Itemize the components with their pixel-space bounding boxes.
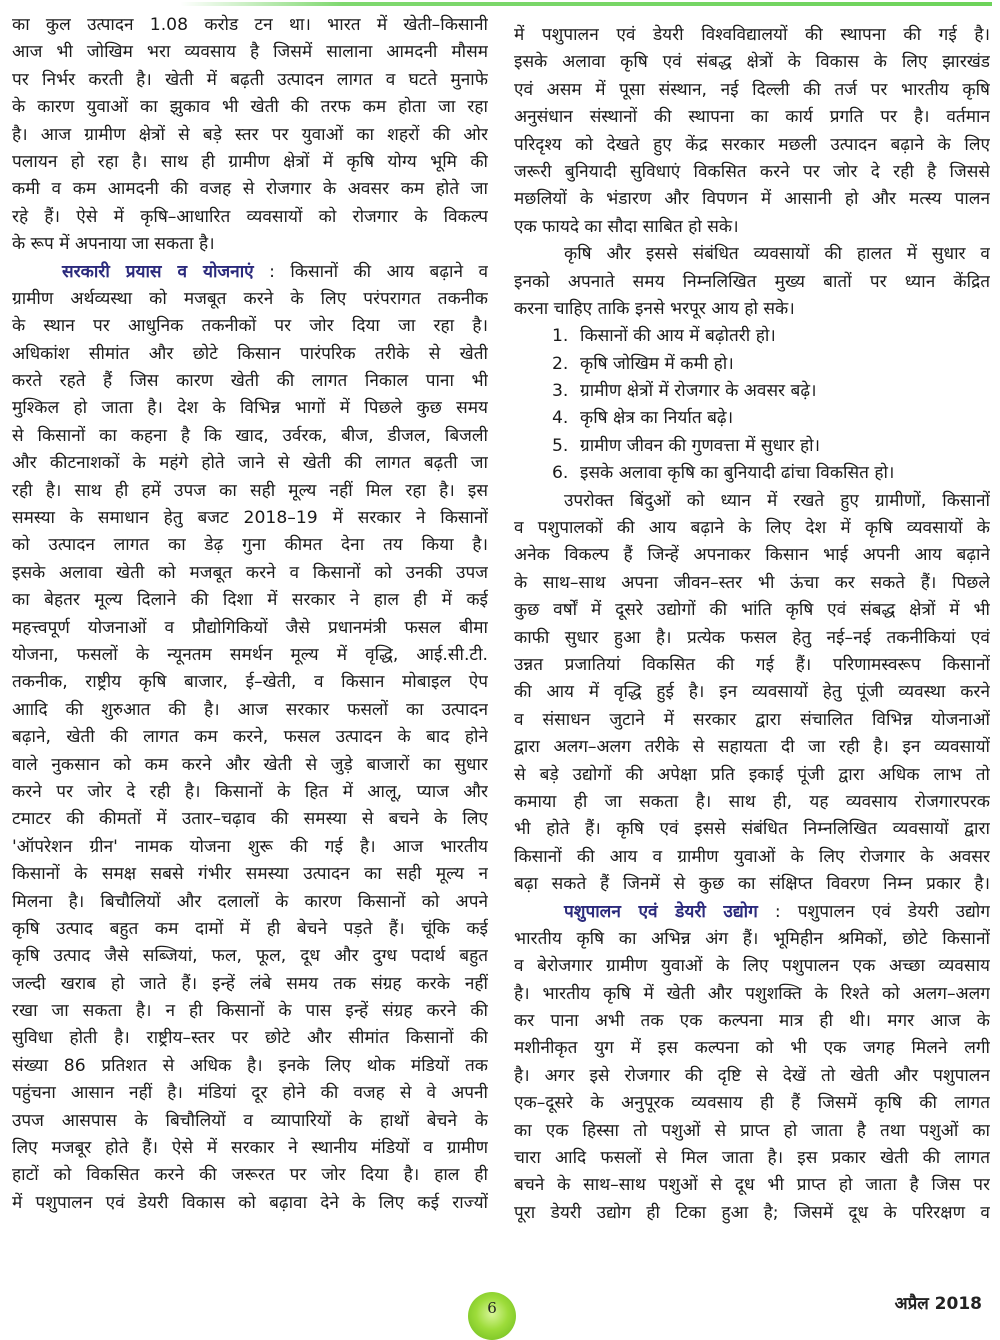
- list-item: [514, 405, 990, 432]
- left-para-2: [12, 259, 488, 1272]
- text-line: भारतीय कृषि का अभिन्न अंग हैं। भूमिहीन श्रमिकों, छोटे किसानों: [514, 928, 990, 949]
- text-line: महत्त्वपूर्ण योजनाओं व प्रौद्योगिकियों जैसे प्रधानमंत्री फसल बीमा: [12, 617, 488, 638]
- text-line: पूरा डेयरी उद्योग ही टिका हुआ है; जिसमें दूध के परिरक्षण व: [514, 1202, 990, 1223]
- text-line: कृषि उत्पाद जैसे सब्जियां, फल, फूल, दूध और दुग्ध पदार्थ बहुत: [12, 946, 488, 967]
- text-line: के साथ–साथ अपना जीवन–स्तर भी ऊंचा कर सकते हैं। पिछले: [514, 572, 990, 593]
- text-line: मिलना है। बिचौलियों और दलालों के कारण किसानों को अपने: [12, 891, 488, 912]
- text-line: रहे हैं। ऐसे में कृषि–आधारित व्यवसायों को रोजगार के विकल्प: [12, 206, 488, 227]
- text-line: तकनीक, राष्ट्रीय कृषि बाजार, ई–खेती, व किसान मोबाइल ऐप: [12, 672, 488, 693]
- text-line: अनेक विकल्प हैं जिन्हें अपनाकर किसान भाई अपनी आय बढ़ाने: [514, 545, 990, 566]
- text-line: संख्या 86 प्रतिशत से अधिक है। इनके लिए थोक मंडियों तक: [12, 1055, 488, 1076]
- list-number: 1.: [552, 326, 569, 347]
- text-line: उन्नत प्रजातियां विकसित की गई हैं। परिणामस्वरूप किसानों: [514, 654, 990, 675]
- text-line: है। आज ग्रामीण क्षेत्रों से बड़े स्तर पर युवाओं का शहरों की ओर: [12, 124, 488, 145]
- list-text: कृषि जोखिम में कमी हो।: [580, 353, 734, 374]
- text-line: के रूप में अपनाया जा सकता है।: [12, 234, 215, 255]
- section-first-line: [514, 899, 990, 926]
- right-para-3: [514, 488, 990, 899]
- text-line: योजना, फसलों के न्यूनतम समर्थन मूल्य में वृद्धि, आई.सी.टी.: [12, 644, 488, 665]
- text-line: पहुंचना आसान नहीं है। मंडियां दूर होने की वजह से वे अपनी: [12, 1083, 488, 1104]
- text-line: के स्थान पर आधुनिक तकनीकों पर जोर दिया जा रहा है।: [12, 316, 488, 337]
- top-rule: [180, 2, 992, 6]
- text-line: को उत्पादन लागत का डेढ़ गुना कीमत देना तय किया है।: [12, 535, 488, 556]
- text-line: 'ऑपरेशन ग्रीन' नामक योजना शुरू की गई है। आज भारतीय: [12, 836, 488, 857]
- text-line: परिदृश्य को देखते हुए केंद्र सरकार मछली उत्पादन बढ़ाने के लिए: [514, 134, 990, 155]
- text-line: की आय में वृद्धि हुई है। इन व्यवसायों हेतु पूंजी व्यवस्था करने: [514, 682, 990, 703]
- text-line: बचने के साथ–साथ पशुओं से दूध भी प्राप्त हो जाता है जिस पर: [514, 1175, 990, 1196]
- list-item: [514, 323, 990, 350]
- text-line: मशीनीकृत युग में इस कल्पना को भी एक जगह मिलने लगी: [514, 1038, 990, 1059]
- text-line: इसके अलावा खेती को मजबूत करने व किसानों को उनकी उपज: [12, 562, 488, 583]
- text-line: रखा जा सकता है। न ही किसानों के पास इन्हें संग्रह करने की: [12, 1001, 488, 1022]
- text-line: आादि की शुरुआत की है। आज सरकार फसलों का उत्पादन: [12, 699, 488, 720]
- text-line: करने पर जोर दे रही है। किसानों के हित में आलू, प्याज और: [12, 781, 488, 802]
- text-line: ग्रामीण अर्थव्यस्था को मजबूत करने के लिए परंपरागत तकनीक: [12, 288, 488, 309]
- text-line: कमी व कम आमदनी की वजह से रोजगार के अवसर कम होते जा: [12, 179, 488, 200]
- text-line: पर निर्भर करती है। खेती में बढ़ती उत्पादन लागत व घटते मुनाफे: [12, 69, 488, 90]
- numbered-list: [514, 323, 990, 487]
- text-line: रही है। साथ ही हमें उपज का सही मूल्य नहीं मिल रहा है। इस: [12, 480, 488, 501]
- section-heading: पशुपालन एवं डेयरी उद्योग: [564, 901, 758, 922]
- text-line: कमाया ही जा सकता है। साथ ही, यह व्यवसाय रोजगारपरक: [514, 791, 990, 812]
- text-line: द्वारा अलग–अलग तरीके से सहायता दी जा रही है। इन व्यवसायों: [514, 737, 990, 758]
- left-para-1: [12, 12, 488, 259]
- text-line: कृषि और इससे संबंधित व्यवसायों की हालत में सुधार व: [564, 244, 990, 265]
- text-line: मुश्किल हो जाता है। देश के विभिन्न भागों में पिछले कुछ समय: [12, 398, 488, 419]
- text-line: चारा आदि फसलों से मिल जाता है। इस प्रकार खेती की लागत: [514, 1148, 990, 1169]
- text-line: व पशुपालकों की आय बढ़ाने के लिए देश में कृषि व्यवसायों के: [514, 518, 990, 539]
- right-para-2: [514, 241, 990, 323]
- list-text: किसानों की आय में बढ़ोतरी हो।: [580, 326, 776, 347]
- text-line: व बेरोजगार ग्रामीण युवाओं के लिए पशुपालन एक अच्छा व्यवसाय: [514, 956, 990, 977]
- text-line: कृषि उत्पाद बहुत कम दामों में ही बेचने पड़ते हैं। चूंकि कई: [12, 918, 488, 939]
- list-item: [514, 433, 990, 460]
- text-line: अनुसंधान संस्थानों की स्थापना का कार्य प्रगति पर है। वर्तमान: [514, 107, 990, 128]
- text-line: में पशुपालन एवं डेयरी विकास को बढ़ावा देने के लिए कई राज्यों: [12, 1192, 488, 1213]
- text-line: एवं असम में पूसा संस्थान, नई दिल्ली की तर्ज पर भारतीय कृषि: [514, 79, 990, 100]
- text-line: इनको अपनाते समय निम्नलिखित मुख्य बातों पर ध्यान केंद्रित: [514, 271, 990, 292]
- text-line: वाले नुकसान को कम करने और खेती से जुड़े बाजारों का सुधार: [12, 754, 488, 775]
- text-line: का एक हिस्सा तो पशुओं से प्राप्त हो जाता है तथा पशुओं का: [514, 1120, 990, 1141]
- right-para-4: [514, 899, 990, 1228]
- text-line: उपरोक्त बिंदुओं को ध्यान में रखते हुए ग्रामीणों, किसानों: [564, 490, 990, 511]
- text-line: किसानों के समक्ष सबसे गंभीर समस्या उत्पादन का सही मूल्य न: [12, 864, 488, 885]
- text-line: के कारण युवाओं का झुकाव भी खेती की तरफ कम होता जा रहा: [12, 97, 488, 118]
- text-line: से बड़े उद्योगों की अपेक्षा प्रति इकाई पूंजी द्वारा अधिक लाभ तो: [514, 764, 990, 785]
- list-item: [514, 378, 990, 405]
- text-line: पलायन हो रहा है। साथ ही ग्रामीण क्षेत्रों में कृषि योग्य भूमि की: [12, 151, 488, 172]
- text-line: जल्दी खराब हो जाते हैं। इन्हें लंबे समय तक संग्रह करके नहीं: [12, 973, 488, 994]
- text-line: कुछ वर्षों में दूसरे उद्योगों की भांति कृषि एवं संबद्ध क्षेत्रों में भी: [514, 600, 990, 621]
- text-line: कर पाना अभी तक एक कल्पना मात्र ही थी। मगर आज के: [514, 1011, 990, 1032]
- text-line: और कीटनाशकों के महंगे होते जाने से खेती की लागत बढ़ती जा: [12, 453, 488, 474]
- list-number: 2.: [552, 353, 569, 374]
- section-first-line: [12, 259, 488, 286]
- section-first-line-text: : किसानों की आय बढ़ाने व: [253, 261, 488, 282]
- text-line: है। भारतीय कृषि में खेती और पशुशक्ति के रिश्ते को अलग–अलग: [514, 983, 990, 1004]
- text-line: एक फायदे का सौदा साबित हो सके।: [514, 216, 739, 237]
- text-line: है। अगर इसे रोजगार की दृष्टि से देखें तो खेती और पशुपालन: [514, 1065, 990, 1086]
- text-line: सुविधा होती है। राष्ट्रीय–स्तर पर छोटे और सीमांत किसानों की: [12, 1028, 488, 1049]
- text-line: से किसानों का कहना है कि खाद, उर्वरक, बीज, डीजल, बिजली: [12, 425, 488, 446]
- text-line: टमाटर की कीमतों में उतार–चढ़ाव की समस्या से बचने के लिए: [12, 809, 488, 830]
- list-text: ग्रामीण जीवन की गुणवत्ता में सुधार हो।: [580, 435, 821, 456]
- text-line: उपज आसपास के बिचौलियों व व्यापारियों के हाथों बेचने के: [12, 1110, 488, 1131]
- list-number: 4.: [552, 408, 569, 429]
- text-line: अधिकांश सीमांत और छोटे किसान पारंपरिक तरीके से खेती: [12, 343, 488, 364]
- list-text: इसके अलावा कृषि का बुनियादी ढांचा विकसित हो।: [580, 463, 895, 484]
- page-number-badge: 6: [468, 1292, 516, 1340]
- text-line: एक–दूसरे के अनुपूरक व्यवसाय ही हैं जिसमें कृषि की लागत: [514, 1093, 990, 1114]
- left-column: [12, 12, 488, 1272]
- list-number: 6.: [552, 463, 569, 484]
- text-line: करते रहते हैं जिस कारण खेती की लागत निकाल पाना भी: [12, 371, 488, 392]
- text-line: [12, 1217, 488, 1244]
- list-item: [514, 351, 990, 378]
- list-text: ग्रामीण क्षेत्रों में रोजगार के अवसर बढ़े।: [580, 381, 817, 402]
- text-line: लिए मजबूर होते हैं। ऐसे में सरकार ने स्थानीय मंडियों व ग्रामीण: [12, 1138, 488, 1159]
- text-line: करना चाहिए ताकि इनसे भरपूर आय हो सके।: [514, 298, 795, 319]
- text-line: भी होते हैं। कृषि एवं इससे संबंधित निम्नलिखित व्यवसायों द्वारा: [514, 819, 990, 840]
- text-line: बढ़ाने, खेती की लागत कम करने, फसल उत्पादन के बाद होने: [12, 727, 488, 748]
- section-heading: सरकारी प्रयास व योजनाएं: [62, 261, 254, 282]
- text-line: बढ़ा सकते हैं जिनमें से कुछ का संक्षिप्त विवरण निम्न प्रकार है।: [514, 874, 990, 895]
- list-item: [514, 460, 990, 487]
- list-text: कृषि क्षेत्र का निर्यात बढ़े।: [580, 408, 734, 429]
- text-line: मछलियों के भंडारण और विपणन में आसानी हो और मत्स्य पालन: [514, 189, 990, 210]
- text-line: का कुल उत्पादन 1.08 करोड टन था। भारत में खेती–किसानी: [12, 15, 488, 35]
- text-line: हाटों को विकसित करने की जरूरत पर जोर दिया है। हाल ही: [12, 1165, 488, 1186]
- text-line: समस्या के समाधान हेतु बजट 2018–19 में सरकार ने किसानों: [12, 508, 488, 529]
- right-para-1: [514, 22, 990, 241]
- text-line: किसानों की आय व ग्रामीण युवाओं के लिए रोजगार के अवसर: [514, 846, 990, 867]
- text-line: इसके अलावा कृषि एवं संबद्ध क्षेत्रों के विकास के लिए झारखंड: [514, 52, 990, 73]
- text-line: में पशुपालन एवं डेयरी विश्वविद्यालयों की स्थापना की गई है।: [514, 25, 990, 45]
- right-column: [514, 22, 990, 1227]
- text-line: व संसाधन जुटाने में सरकार द्वारा संचालित विभिन्न योजनाओं: [514, 709, 990, 730]
- text-line: का बेहतर मूल्य दिलाने की दिशा में सरकार ने हाल ही में कई: [12, 590, 488, 611]
- text-line: जरूरी बुनियादी सुविधाएं विकसित करने पर जोर दे रही है जिससे: [514, 161, 990, 182]
- list-number: 5.: [552, 435, 569, 456]
- list-number: 3.: [552, 381, 569, 402]
- section-first-line-text: : पशुपालन एवं डेयरी उद्योग: [757, 901, 990, 922]
- text-line: [12, 1245, 488, 1272]
- text-line: आज भी जोखिम भरा व्यवसाय है जिसमें सालाना आमदनी मौसम: [12, 42, 488, 63]
- issue-date: अप्रैल 2018: [894, 1294, 982, 1314]
- text-line: काफी सुधार हुआ है। प्रत्येक फसल हेतु नई–नई तकनीकियां एवं: [514, 627, 990, 648]
